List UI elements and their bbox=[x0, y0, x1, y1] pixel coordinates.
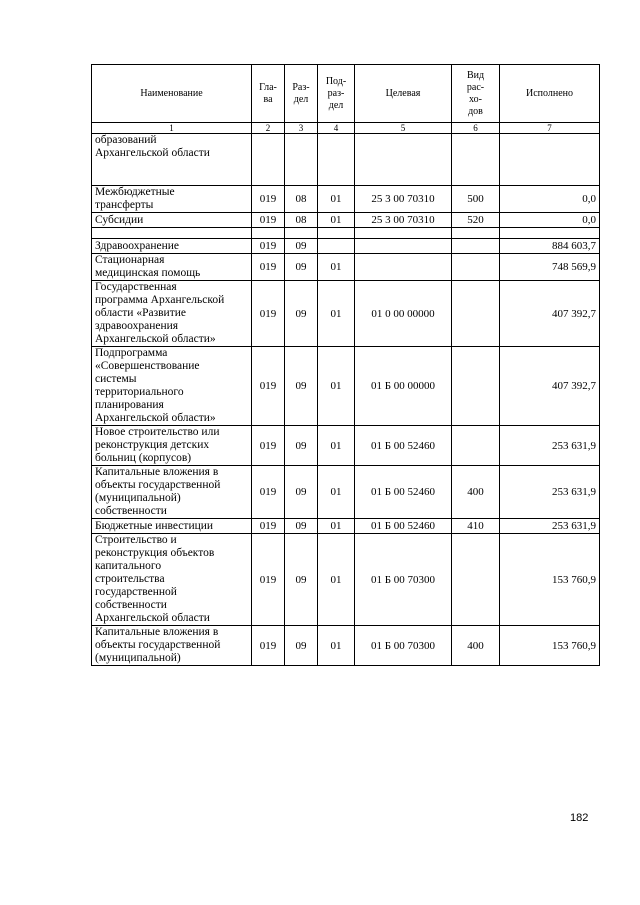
row-glava: 019 bbox=[252, 426, 285, 466]
table-row bbox=[92, 254, 600, 281]
row-celevaya bbox=[355, 254, 452, 281]
row-celevaya: 01 Б 00 52460 bbox=[355, 466, 452, 519]
row-ispolneno: 253 631,9 bbox=[500, 426, 600, 466]
row-podrazdel: 01 bbox=[318, 254, 355, 281]
table-row bbox=[92, 347, 600, 426]
table-row bbox=[92, 239, 600, 254]
row-vid bbox=[452, 281, 500, 347]
row-podrazdel: 01 bbox=[318, 186, 355, 213]
row-glava: 019 bbox=[252, 254, 285, 281]
row-glava: 019 bbox=[252, 626, 285, 666]
row-glava: 019 bbox=[252, 347, 285, 426]
row-vid bbox=[452, 534, 500, 626]
row-celevaya: 01 Б 00 70300 bbox=[355, 534, 452, 626]
row-celevaya: 01 0 00 00000 bbox=[355, 281, 452, 347]
row-razdel: 08 bbox=[285, 213, 318, 228]
row-podrazdel: 01 bbox=[318, 626, 355, 666]
row-podrazdel bbox=[318, 134, 355, 186]
table-row bbox=[92, 466, 600, 519]
table-row bbox=[92, 519, 600, 534]
column-number: 4 bbox=[318, 123, 355, 134]
row-glava: 019 bbox=[252, 186, 285, 213]
row-ispolneno: 253 631,9 bbox=[500, 519, 600, 534]
budget-table bbox=[91, 64, 600, 666]
row-celevaya: 01 Б 00 52460 bbox=[355, 519, 452, 534]
header-glava: Гла- ва bbox=[252, 65, 285, 123]
row-celevaya: 25 3 00 70310 bbox=[355, 186, 452, 213]
column-number: 7 bbox=[500, 123, 600, 134]
row-name: Строительство и реконструкция объектов капитального строительства государственной собственности Архангельской области bbox=[92, 534, 252, 626]
column-number: 6 bbox=[452, 123, 500, 134]
row-ispolneno: 407 392,7 bbox=[500, 347, 600, 426]
row-name: Капитальные вложения в объекты государственной (муниципальной) bbox=[92, 626, 252, 666]
row-podrazdel: 01 bbox=[318, 534, 355, 626]
header-ispolneno: Исполнено bbox=[500, 65, 600, 123]
row-ispolneno: 407 392,7 bbox=[500, 281, 600, 347]
row-podrazdel: 01 bbox=[318, 519, 355, 534]
row-name: Межбюджетные трансферты bbox=[92, 186, 252, 213]
row-razdel: 09 bbox=[285, 426, 318, 466]
row-razdel bbox=[285, 134, 318, 186]
column-number: 2 bbox=[252, 123, 285, 134]
row-glava bbox=[252, 134, 285, 186]
row-razdel: 09 bbox=[285, 347, 318, 426]
row-podrazdel: 01 bbox=[318, 426, 355, 466]
row-celevaya: 01 Б 00 00000 bbox=[355, 347, 452, 426]
column-number: 1 bbox=[92, 123, 252, 134]
row-celevaya bbox=[355, 239, 452, 254]
row-name: Бюджетные инвестиции bbox=[92, 519, 252, 534]
row-glava: 019 bbox=[252, 213, 285, 228]
row-name: Субсидии bbox=[92, 213, 252, 228]
row-ispolneno: 0,0 bbox=[500, 186, 600, 213]
row-name: Государственная программа Архангельской области «Развитие здравоохранения Архангельской области» bbox=[92, 281, 252, 347]
row-razdel: 08 bbox=[285, 186, 318, 213]
row-name: образований Архангельской области bbox=[92, 134, 252, 186]
row-razdel: 09 bbox=[285, 626, 318, 666]
row-celevaya: 01 Б 00 52460 bbox=[355, 426, 452, 466]
row-vid: 520 bbox=[452, 213, 500, 228]
table-row bbox=[92, 213, 600, 228]
page-number: 182 bbox=[570, 812, 589, 824]
row-podrazdel: 01 bbox=[318, 213, 355, 228]
row-vid: 400 bbox=[452, 466, 500, 519]
row-podrazdel bbox=[318, 239, 355, 254]
row-vid: 410 bbox=[452, 519, 500, 534]
table-row bbox=[92, 134, 600, 186]
table-row bbox=[92, 186, 600, 213]
header-row bbox=[92, 65, 600, 123]
header-podrazdel: Под- раз- дел bbox=[318, 65, 355, 123]
row-vid bbox=[452, 239, 500, 254]
row-glava: 019 bbox=[252, 534, 285, 626]
empty-row bbox=[92, 228, 600, 239]
row-celevaya: 01 Б 00 70300 bbox=[355, 626, 452, 666]
row-glava: 019 bbox=[252, 281, 285, 347]
row-razdel: 09 bbox=[285, 534, 318, 626]
row-vid: 500 bbox=[452, 186, 500, 213]
column-number: 5 bbox=[355, 123, 452, 134]
table-row bbox=[92, 534, 600, 626]
row-celevaya: 25 3 00 70310 bbox=[355, 213, 452, 228]
table-row bbox=[92, 426, 600, 466]
header-razdel: Раз- дел bbox=[285, 65, 318, 123]
row-ispolneno bbox=[500, 134, 600, 186]
row-glava: 019 bbox=[252, 466, 285, 519]
row-ispolneno: 0,0 bbox=[500, 213, 600, 228]
header-vid: Вид рас- хо- дов bbox=[452, 65, 500, 123]
row-podrazdel: 01 bbox=[318, 466, 355, 519]
header-celevaya: Целевая bbox=[355, 65, 452, 123]
row-ispolneno: 153 760,9 bbox=[500, 626, 600, 666]
row-ispolneno: 153 760,9 bbox=[500, 534, 600, 626]
row-vid bbox=[452, 426, 500, 466]
row-name: Стационарная медицинская помощь bbox=[92, 254, 252, 281]
row-razdel: 09 bbox=[285, 466, 318, 519]
column-number-row bbox=[92, 123, 600, 134]
row-vid bbox=[452, 347, 500, 426]
row-celevaya bbox=[355, 134, 452, 186]
row-glava: 019 bbox=[252, 519, 285, 534]
row-vid bbox=[452, 254, 500, 281]
row-ispolneno: 748 569,9 bbox=[500, 254, 600, 281]
row-name: Подпрограмма «Совершенствование системы территориального планирования Архангельской области» bbox=[92, 347, 252, 426]
row-razdel: 09 bbox=[285, 519, 318, 534]
row-name: Здравоохранение bbox=[92, 239, 252, 254]
column-number: 3 bbox=[285, 123, 318, 134]
row-name: Капитальные вложения в объекты государственной (муниципальной) собственности bbox=[92, 466, 252, 519]
row-name: Новое строительство или реконструкция детских больниц (корпусов) bbox=[92, 426, 252, 466]
row-ispolneno: 253 631,9 bbox=[500, 466, 600, 519]
row-podrazdel: 01 bbox=[318, 347, 355, 426]
row-vid bbox=[452, 134, 500, 186]
row-razdel: 09 bbox=[285, 239, 318, 254]
table-row bbox=[92, 626, 600, 666]
row-podrazdel: 01 bbox=[318, 281, 355, 347]
table-row bbox=[92, 281, 600, 347]
row-ispolneno: 884 603,7 bbox=[500, 239, 600, 254]
row-glava: 019 bbox=[252, 239, 285, 254]
row-razdel: 09 bbox=[285, 254, 318, 281]
row-razdel: 09 bbox=[285, 281, 318, 347]
row-vid: 400 bbox=[452, 626, 500, 666]
header-name: Наименование bbox=[92, 65, 252, 123]
